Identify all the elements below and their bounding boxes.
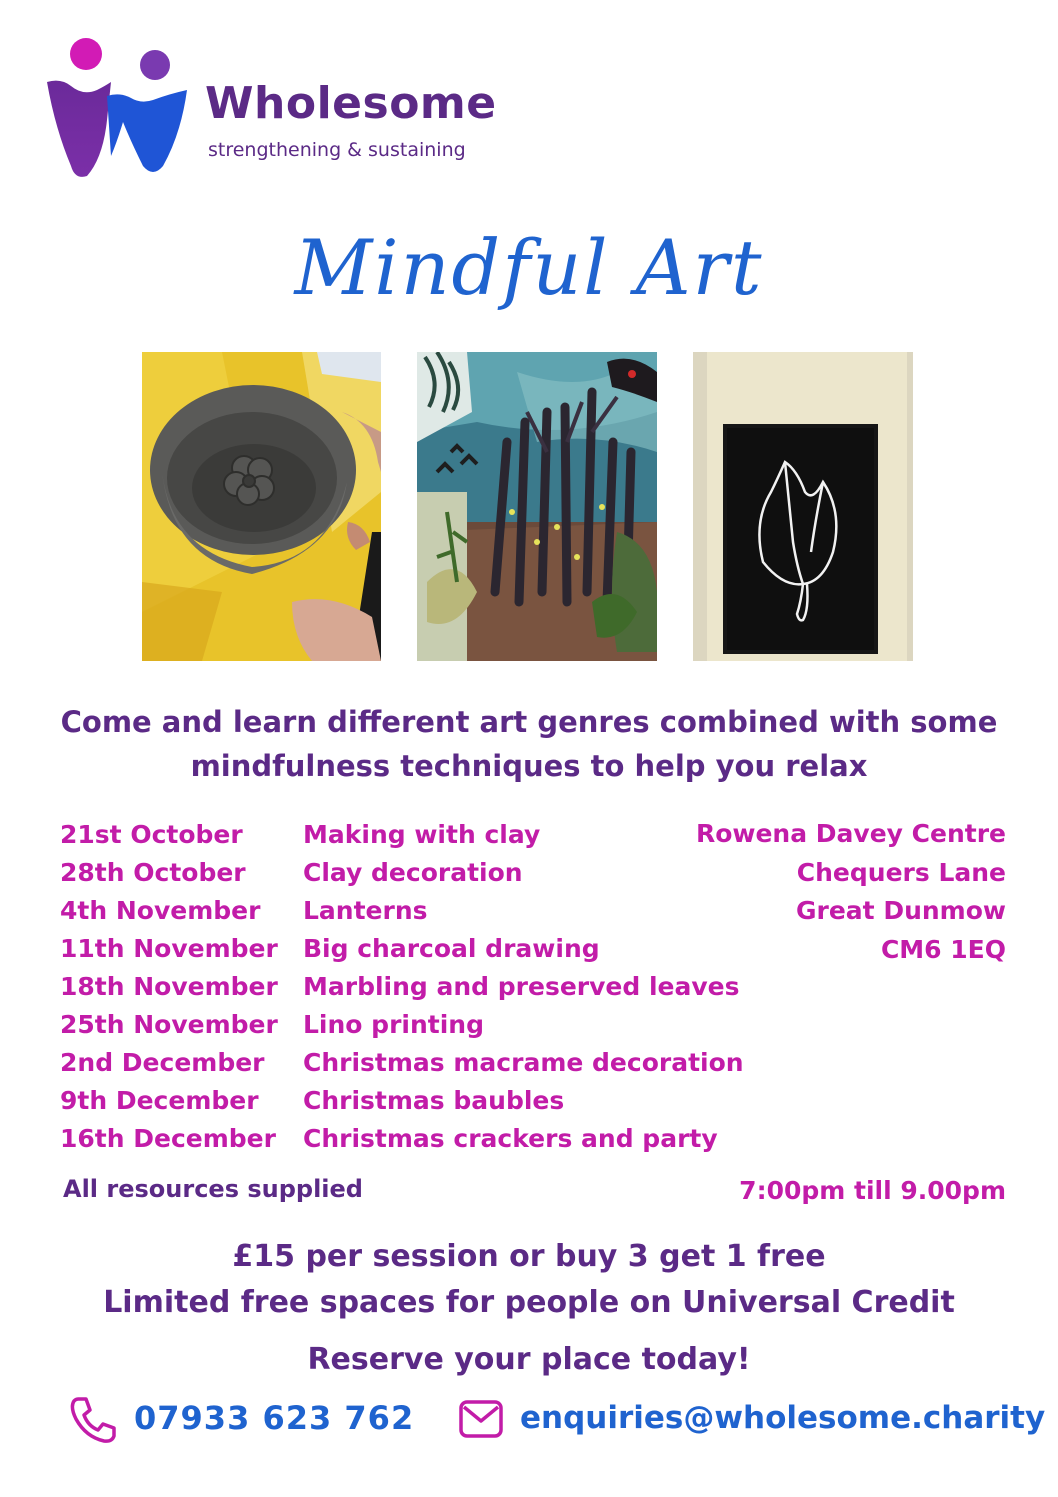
intro-text [40, 700, 1018, 788]
session-activity: Marbling and preserved leaves [303, 971, 740, 1001]
session-date: 18th November [60, 971, 278, 1001]
session-date: 2nd December [60, 1047, 265, 1077]
session-date: 11th November [60, 933, 278, 963]
free-spaces-line: Limited free spaces for people on Universal Credit [103, 1285, 955, 1320]
reserve-cta: Reserve your place today! [307, 1342, 751, 1377]
session-activity: Lino printing [303, 1009, 484, 1039]
phone-number[interactable]: 07933 623 762 [134, 1399, 415, 1437]
venue-address [696, 815, 1006, 969]
session-date: 25th November [60, 1009, 278, 1039]
wholesome-logo-mark [45, 38, 190, 178]
session-time: 7:00pm till 9.00pm [739, 1176, 1006, 1205]
brand-tagline: strengthening & sustaining [208, 139, 466, 161]
venue-postcode: CM6 1EQ [880, 934, 1006, 964]
lino-print-tulip-photo [693, 352, 913, 661]
resources-note: All resources supplied [63, 1175, 363, 1203]
session-date: 4th November [60, 895, 261, 925]
session-activity: Big charcoal drawing [303, 933, 600, 963]
page-title: Mindful Art [294, 223, 764, 312]
price-line: £15 per session or buy 3 get 1 free [232, 1239, 826, 1274]
session-date: 21st October [60, 819, 243, 849]
venue-town: Great Dunmow [796, 896, 1006, 925]
envelope-icon [458, 1398, 504, 1440]
session-activity: Christmas crackers and party [303, 1123, 718, 1153]
session-activity: Christmas baubles [303, 1085, 565, 1115]
email-address[interactable]: enquiries@wholesome.charity [520, 1400, 1046, 1436]
venue-street: Chequers Lane [796, 857, 1006, 887]
schedule-row [60, 967, 780, 1005]
session-activity: Christmas macrame decoration [303, 1047, 744, 1077]
session-schedule [60, 815, 780, 1157]
schedule-row [60, 929, 780, 967]
session-activity: Making with clay [303, 819, 541, 849]
phone-icon [68, 1395, 118, 1445]
schedule-row [60, 1043, 780, 1081]
intro-line-2: mindfulness techniques to help you relax [190, 749, 868, 783]
session-activity: Clay decoration [303, 857, 523, 887]
session-date: 28th October [60, 857, 246, 887]
schedule-row [60, 891, 780, 929]
session-activity: Lanterns [303, 895, 428, 925]
venue-name: Rowena Davey Centre [695, 819, 1006, 848]
schedule-row [60, 853, 780, 891]
schedule-row [60, 1119, 780, 1157]
schedule-row [60, 1005, 780, 1043]
pricing-info [0, 1234, 1058, 1326]
schedule-row [60, 1081, 780, 1119]
brand-name: Wholesome [205, 78, 497, 129]
session-date: 9th December [60, 1085, 259, 1115]
session-date: 16th December [60, 1123, 276, 1153]
intro-line-1: Come and learn different art genres combined with some [60, 705, 998, 739]
clay-bowl-photo [142, 352, 381, 661]
mixed-media-landscape-photo [417, 352, 657, 661]
schedule-row [60, 815, 780, 853]
